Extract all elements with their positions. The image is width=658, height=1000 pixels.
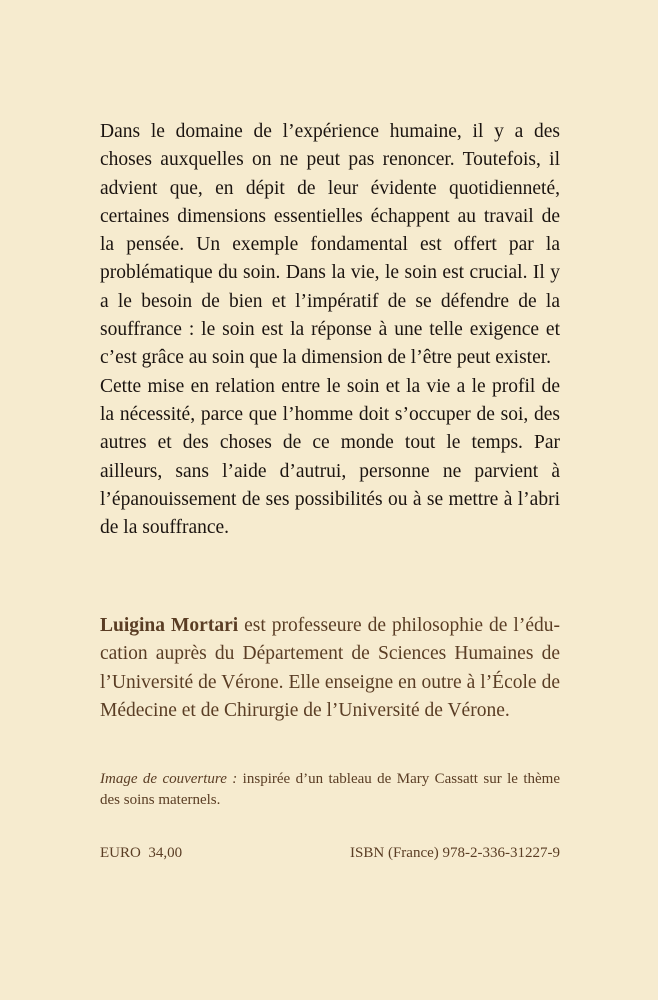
- author-biography: [100, 612, 560, 725]
- cover-image-credit: [100, 769, 560, 811]
- summary-paragraph-2: Cette mise en relation entre le soin et la vie a le profil de la nécessité, parce que l’homme doit s’occuper de soi, des autres et des choses de ce monde tout le temps. Par ailleurs, sans l’aide d’autrui, personne ne parvient à l’épanouissement de ses possibilités ou à se mettre à l’abri de la souffrance.: [100, 375, 560, 539]
- author-name: Luigina Mortari: [100, 615, 239, 636]
- isbn: ISBN (France) 978-2-336-31227-9: [350, 845, 560, 861]
- summary-paragraph-1: Dans le domaine de l’expérience humaine, il y a des choses auxquelles on ne peut pas renoncer. Toutefois, il advient que, en dépit de leur évidente quotidienneté, certaines dimensions essentielles échappent au travail de la pensée. Un exemple fondamental est offert par la problématique du soin. Dans la vie, le soin est crucial. Il y a le besoin de bien et l’impératif de se défendre de la souffrance : le soin est la réponse à une telle exigence et c’est grâce au soin que la dimension de l’être peut exister.: [100, 121, 560, 369]
- book-summary: [100, 118, 560, 542]
- price: EURO 34,00: [100, 845, 183, 861]
- cover-credit-label: Image de couverture :: [100, 771, 238, 787]
- cover-credit-text: inspirée d’un tableau de Mary Cassatt sur le thème des soins maternels.: [100, 771, 560, 808]
- author-bio-text: est professeure de philosophie de l’éducation auprès du Département de Sciences Humaines de l’Université de Vérone. Elle enseigne en outre à l’École de Médecine et de Chirurgie de l’Université de Vérone.: [100, 615, 560, 721]
